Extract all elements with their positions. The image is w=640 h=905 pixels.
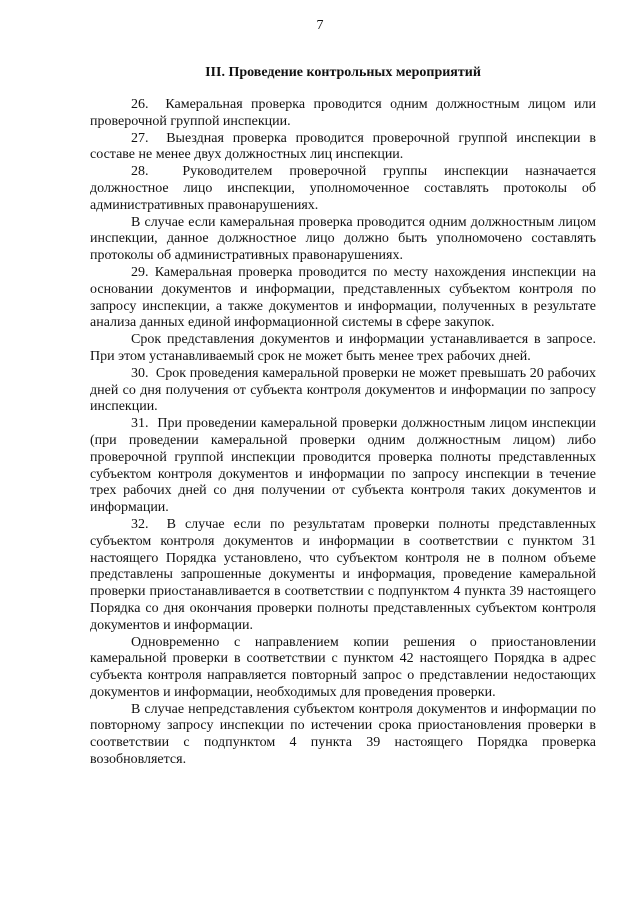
page-number: 7	[316, 18, 324, 33]
paragraph-29: 29. Камеральная проверка проводится по месту нахождения инспекции на основании документов и информации, представленных субъектом контроля по запросу инспекции, а также документов и информации, полученных в результате анализа данных единой информационной системы в сфере закупок.	[90, 264, 596, 331]
section-title: III. Проведение контрольных мероприятий	[205, 65, 481, 80]
paragraph-30: 30. Срок проведения камеральной проверки не может превышать 20 рабочих дней со дня получения от субъекта контроля документов и информации по запросу инспекции.	[90, 365, 596, 415]
paragraph-28-continued: В случае если камеральная проверка проводится одним должностным лицом инспекции, данное должностное лицо должно быть уполномочено составлять протоколы об административных правонарушениях.	[90, 214, 596, 264]
paragraph-32-continued: Одновременно с направлением копии решения о приостановлении камеральной проверки в соответствии с пунктом 42 настоящего Порядка в адрес субъекта контроля направляется повторный запрос о представлении недостающих документов и информации, необходимых для проведения проверки.	[90, 634, 596, 700]
document-body	[90, 97, 596, 769]
paragraph-29-continued: Срок представления документов и информации устанавливается в запросе. При этом устанавливаемый срок не может быть менее трех рабочих дней.	[90, 332, 596, 364]
paragraph-28: 28. Руководителем проверочной группы инспекции назначается должностное лицо инспекции, уполномоченное составлять протоколы об административных правонарушениях.	[90, 164, 596, 213]
paragraph-31: 31. При проведении камеральной проверки должностным лицом инспекции (при проведении камеральной проверки одним должностным лицом) либо проверочной группой инспекции проводится проверка полноты представленных субъектом контроля документов и информации по запросу инспекции в течение трех рабочих дней со дня получении от субъекта контроля таких документов и информации.	[90, 416, 596, 516]
paragraph-27: 27. Выездная проверка проводится проверочной группой инспекции в составе не менее двух должностных лиц инспекции.	[90, 130, 596, 163]
paragraph-32: 32. В случае если по результатам проверки полноты представленных субъектом контроля документов и информации в соответствии с пунктом 31 настоящего Порядка установлено, что субъектом контроля не в полном объеме представлены запрошенные документы и информация, проведение камеральной проверки приостанавливается в соответствии с подпунктом 4 пункта 39 настоящего Порядка со дня окончания проверки полноты представленных субъектом контроля документов и информации.	[90, 516, 596, 633]
paragraph-32-final: В случае непредставления субъектом контроля документов и информации по повторному запросу инспекции по истечении срока приостановления проверки в соответствии с подпунктом 4 пункта 39 настоящего Порядка проверка возобновляется.	[90, 701, 596, 768]
paragraph-26: 26. Камеральная проверка проводится одним должностным лицом или проверочной группой инспекции.	[90, 97, 596, 129]
